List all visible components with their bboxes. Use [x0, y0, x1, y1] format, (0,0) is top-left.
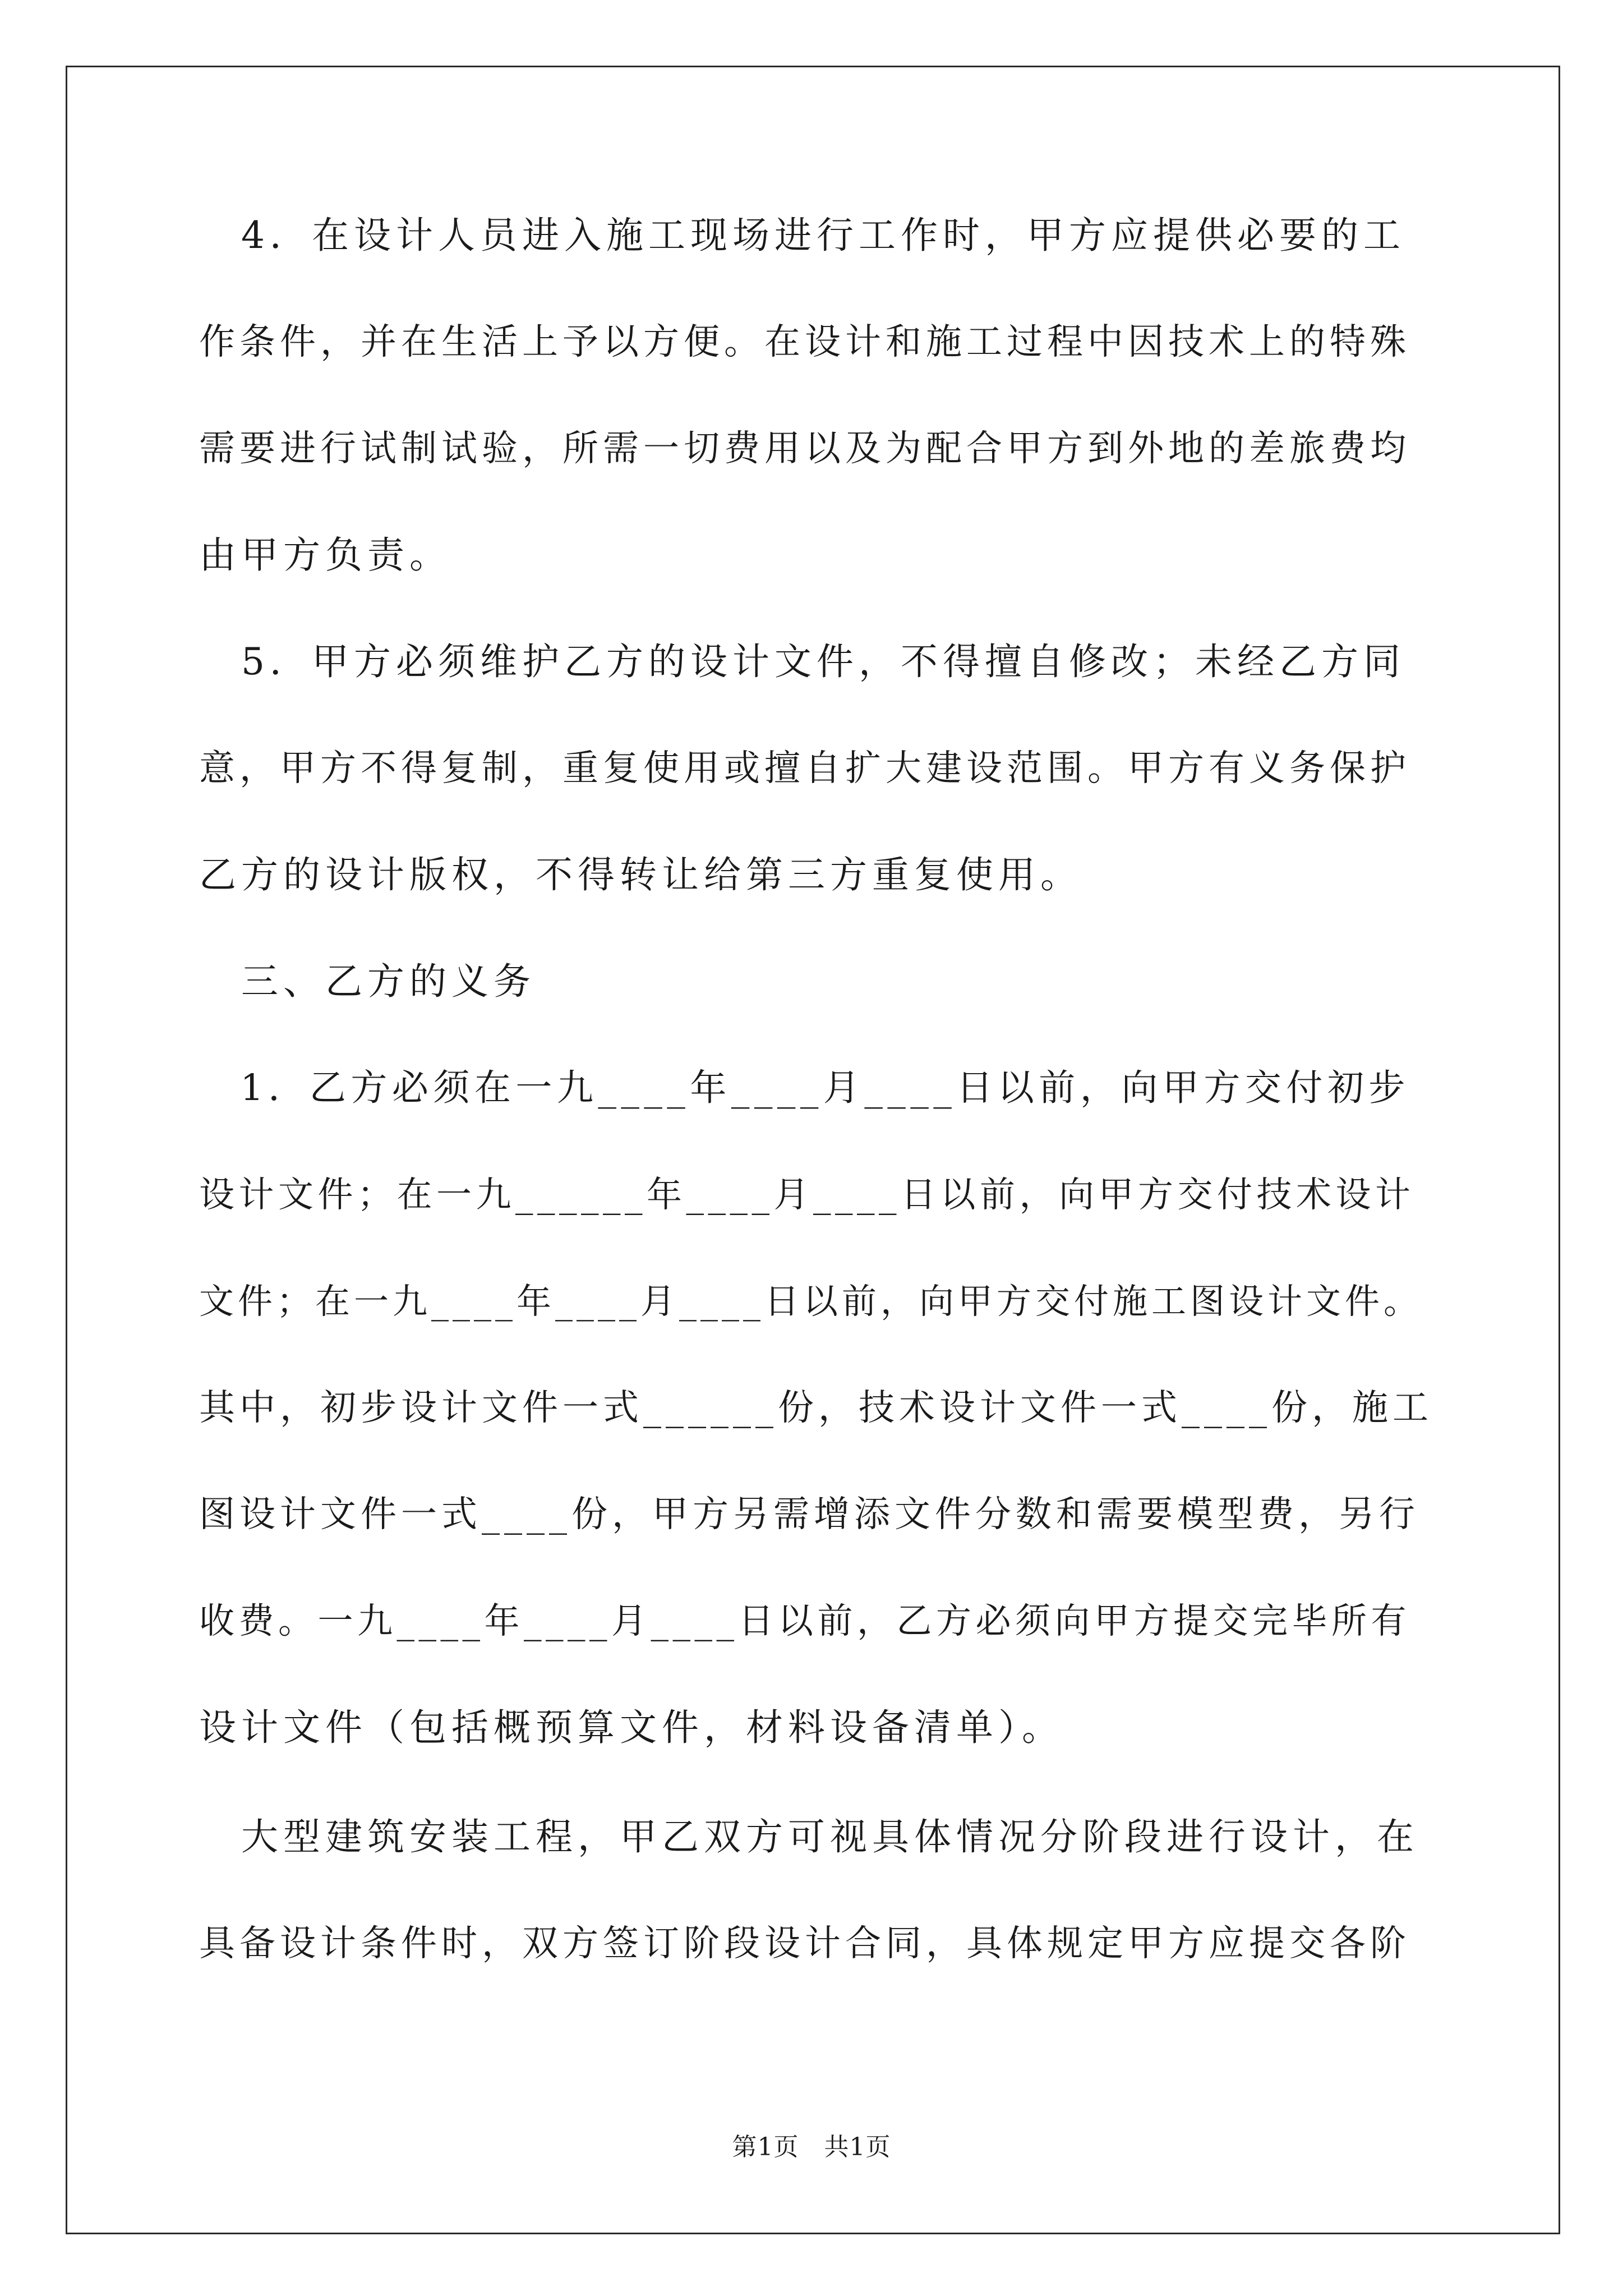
section-heading: 三、乙方的义务	[199, 960, 536, 1003]
text-line: 收费。一九____年____月____日以前，乙方必须向甲方提交完毕所有	[199, 1600, 1410, 1641]
text-line: 需要进行试制试验，所需一切费用以及为配合甲方到外地的差旅费均	[199, 428, 1410, 470]
text-line: 图设计文件一式____份，甲方另需增添文件分数和需要模型费，另行	[199, 1494, 1419, 1535]
text-line: 其中，初步设计文件一式______份，技术设计文件一式____份，施工	[199, 1387, 1433, 1429]
text-line: 1．乙方必须在一九____年____月____日以前，向甲方交付初步	[199, 1067, 1410, 1109]
text-line: 意，甲方不得复制，重复使用或擅自扩大建设范围。甲方有义务保护	[199, 748, 1410, 789]
text-line: 5．甲方必须维护乙方的设计文件，不得擅自修改；未经乙方同	[199, 640, 1405, 683]
text-line: 作条件，并在生活上予以方便。在设计和施工过程中因技术上的特殊	[199, 321, 1410, 363]
text-line: 乙方的设计版权，不得转让给第三方重复使用。	[199, 853, 1082, 896]
page-border	[66, 66, 1560, 2234]
text-line: 文件；在一九____年____月____日以前，向甲方交付施工图设计文件。	[199, 1281, 1423, 1322]
text-line: 由甲方负责。	[199, 533, 451, 577]
text-line: 设计文件（包括概预算文件，材料设备清单）。	[199, 1706, 1064, 1749]
page-footer: 第1页 共1页	[732, 2133, 891, 2161]
text-line: 设计文件；在一九______年____月____日以前，向甲方交付技术设计	[199, 1174, 1415, 1215]
text-line: 大型建筑安装工程，甲乙双方可视具体情况分阶段进行设计，在	[199, 1815, 1419, 1858]
text-line: 具备设计条件时，双方签订阶段设计合同，具体规定甲方应提交各阶	[199, 1923, 1410, 1964]
text-line: 4．在设计人员进入施工现场进行工作时，甲方应提供必要的工	[199, 214, 1405, 257]
